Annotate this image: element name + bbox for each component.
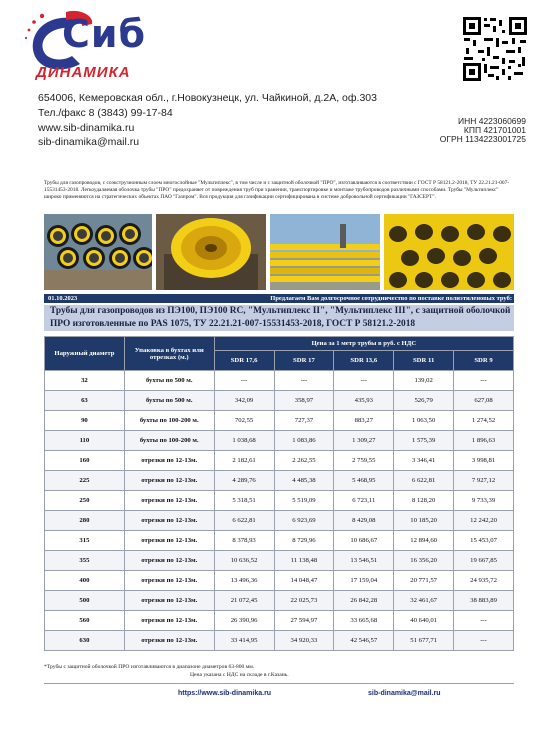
price-cell: 3 998,81 xyxy=(454,451,514,471)
price-cell: 22 025,73 xyxy=(274,591,334,611)
price-cell: 11 138,48 xyxy=(274,551,334,571)
header-price: Цена за 1 метр трубы в руб. с НДС xyxy=(214,337,513,351)
packaging-cell: отрезки по 12-13м. xyxy=(124,591,214,611)
packaging-cell: бухты по 500 м. xyxy=(124,371,214,391)
table-row xyxy=(45,491,514,511)
price-cell: 42 546,57 xyxy=(334,631,394,651)
price-cell: 12 242,20 xyxy=(454,511,514,531)
packaging-cell: отрезки по 12-13м. xyxy=(124,471,214,491)
price-cell: 139,02 xyxy=(394,371,454,391)
price-cell: 34 920,33 xyxy=(274,631,334,651)
price-date: 01.10.2023 xyxy=(48,295,78,302)
price-cell: 2 182,61 xyxy=(214,451,274,471)
price-cell: 5 318,51 xyxy=(214,491,274,511)
price-cell: --- xyxy=(334,371,394,391)
table-row xyxy=(45,631,514,651)
price-cell: 24 935,72 xyxy=(454,571,514,591)
photo-pipe-ends xyxy=(44,214,152,290)
price-cell: 358,97 xyxy=(274,391,334,411)
table-row xyxy=(45,531,514,551)
price-cell: 8 378,93 xyxy=(214,531,274,551)
diameter-cell: 280 xyxy=(45,511,125,531)
table-row xyxy=(45,431,514,451)
price-table xyxy=(44,336,514,651)
diameter-cell: 355 xyxy=(45,551,125,571)
diameter-cell: 110 xyxy=(45,431,125,451)
price-cell: 7 927,12 xyxy=(454,471,514,491)
table-row xyxy=(45,371,514,391)
diameter-cell: 560 xyxy=(45,611,125,631)
price-cell: 435,93 xyxy=(334,391,394,411)
price-cell: 702,55 xyxy=(214,411,274,431)
diameter-cell: 630 xyxy=(45,631,125,651)
qr-code xyxy=(462,16,528,82)
price-cell: --- xyxy=(274,371,334,391)
table-row xyxy=(45,411,514,431)
price-cell: --- xyxy=(454,611,514,631)
price-cell: 2 759,55 xyxy=(334,451,394,471)
price-cell: 2 262,55 xyxy=(274,451,334,471)
price-cell: 8 429,08 xyxy=(334,511,394,531)
price-cell: 526,79 xyxy=(394,391,454,411)
price-cell: 1 309,27 xyxy=(334,431,394,451)
diameter-cell: 90 xyxy=(45,411,125,431)
price-cell: 13 546,51 xyxy=(334,551,394,571)
price-cell: 883,27 xyxy=(334,411,394,431)
company-address: 654006, Кемеровская обл., г.Новокузнецк, ул. Чайкиной, д.2А, оф.303 xyxy=(38,92,377,104)
price-cell: 15 453,07 xyxy=(454,531,514,551)
packaging-cell: отрезки по 12-13м. xyxy=(124,451,214,471)
price-cell: 33 414,95 xyxy=(214,631,274,651)
company-website[interactable]: www.sib-dinamika.ru xyxy=(38,122,135,134)
table-row xyxy=(45,511,514,531)
price-cell: --- xyxy=(214,371,274,391)
ogrn: ОГРН 1134223001725 xyxy=(439,134,526,144)
price-cell: 26 842,28 xyxy=(334,591,394,611)
price-cell: 1 063,50 xyxy=(394,411,454,431)
header-sdr: SDR 17,6 xyxy=(214,351,274,371)
packaging-cell: отрезки по 12-13м. xyxy=(124,491,214,511)
footer-email-link[interactable]: sib-dinamika@mail.ru xyxy=(368,690,441,697)
price-cell: 6 723,11 xyxy=(334,491,394,511)
qr-code-icon xyxy=(462,16,528,82)
price-cell: 9 733,39 xyxy=(454,491,514,511)
price-cell: --- xyxy=(454,631,514,651)
footer-divider xyxy=(44,683,514,684)
price-cell: 14 048,47 xyxy=(274,571,334,591)
price-cell: 21 072,45 xyxy=(214,591,274,611)
packaging-cell: отрезки по 12-13м. xyxy=(124,571,214,591)
table-row xyxy=(45,611,514,631)
header-packaging: Упаковка в бухтах или отрезках (м.) xyxy=(124,337,214,371)
header-sdr: SDR 13,6 xyxy=(334,351,394,371)
price-cell: 8 729,96 xyxy=(274,531,334,551)
packaging-cell: бухты по 500 м. xyxy=(124,391,214,411)
packaging-cell: бухты по 100-200 м. xyxy=(124,431,214,451)
price-list-title: Трубы для газопроводов из ПЭ100, ПЭ100 RC, "Мультиплекс II", "Мультиплекс III", с защитной оболочкой ПРО изготовленные по PAS 1075, ТУ 22.21.21-007-15531453-2018, ГОСТ Р 58121.2-2018 xyxy=(50,306,511,329)
company-phone: Тел./факс 8 (3843) 99-17-84 xyxy=(38,107,173,119)
price-cell: 19 667,85 xyxy=(454,551,514,571)
table-row xyxy=(45,591,514,611)
inn: ИНН 4223060699 xyxy=(457,116,526,126)
offer-text: Предлагаем Вам долгосрочное сотрудничество по поставке полиэтиленовых труб: xyxy=(270,295,512,302)
price-cell: 12 894,60 xyxy=(394,531,454,551)
table-row xyxy=(45,451,514,471)
packaging-cell: отрезки по 12-13м. xyxy=(124,511,214,531)
kpp: КПП 421701001 xyxy=(463,125,526,135)
price-cell: 1 083,86 xyxy=(274,431,334,451)
pro-note: *Трубы с защитной оболочкой ПРО изготавливаются в диапазоне диаметров 63-800 мм. xyxy=(44,664,255,670)
price-cell: --- xyxy=(454,371,514,391)
price-cell: 627,08 xyxy=(454,391,514,411)
price-cell: 5 519,09 xyxy=(274,491,334,511)
price-cell: 727,37 xyxy=(274,411,334,431)
price-cell: 1 274,52 xyxy=(454,411,514,431)
intro-paragraph: Трубы для газопроводов, с соэкструзионным слоем многослойные "Мультиплекс", в том числе и с защитной оболочкой "ПРО", изготавливаются в соответствии с ГОСТ Р 58121.2-2018, ТУ 22.21.21-007-15531453-2018. Легкоудаляемая оболочка трубы "ПРО" предохраняет от повреждения труб при хранении, транспортировке и монтаже трубопроводов различными способами. Трубы "Мультиплекс" широко применяются на стратегических объектах ПАО "Газпром". Вся продукция для газификации сертифицирована в системе добровольной сертификации "ГАЗСЕРТ". xyxy=(44,180,510,200)
price-cell: 4 485,38 xyxy=(274,471,334,491)
photo-yellow-pipes-yard xyxy=(270,214,380,290)
price-cell: 16 356,20 xyxy=(394,551,454,571)
price-cell: 26 390,96 xyxy=(214,611,274,631)
header-sdr: SDR 9 xyxy=(454,351,514,371)
company-email[interactable]: sib-dinamika@mail.ru xyxy=(38,136,140,148)
diameter-cell: 225 xyxy=(45,471,125,491)
packaging-cell: отрезки по 12-13м. xyxy=(124,611,214,631)
logo-subtitle: ДИНАМИКА xyxy=(36,64,131,81)
diameter-cell: 63 xyxy=(45,391,125,411)
diameter-cell: 400 xyxy=(45,571,125,591)
price-cell: 1 575,39 xyxy=(394,431,454,451)
diameter-cell: 32 xyxy=(45,371,125,391)
footer-website-link[interactable]: https://www.sib-dinamika.ru xyxy=(178,690,272,697)
price-cell: 20 771,57 xyxy=(394,571,454,591)
price-cell: 342,09 xyxy=(214,391,274,411)
price-cell: 27 594,97 xyxy=(274,611,334,631)
price-cell: 5 468,95 xyxy=(334,471,394,491)
price-cell: 10 686,67 xyxy=(334,531,394,551)
price-cell: 32 461,67 xyxy=(394,591,454,611)
price-cell: 38 883,89 xyxy=(454,591,514,611)
diameter-cell: 500 xyxy=(45,591,125,611)
price-cell: 10 185,20 xyxy=(394,511,454,531)
photo-pipe-interior xyxy=(156,214,266,290)
price-cell: 4 289,76 xyxy=(214,471,274,491)
packaging-cell: бухты по 100-200 м. xyxy=(124,411,214,431)
table-row xyxy=(45,391,514,411)
price-cell: 6 923,69 xyxy=(274,511,334,531)
photo-pipe-stack xyxy=(384,214,514,290)
header-sdr: SDR 17 xyxy=(274,351,334,371)
price-cell: 8 128,20 xyxy=(394,491,454,511)
price-cell: 6 622,81 xyxy=(214,511,274,531)
packaging-cell: отрезки по 12-13м. xyxy=(124,531,214,551)
diameter-cell: 315 xyxy=(45,531,125,551)
logo-wordmark: Сиб xyxy=(62,12,147,56)
price-cell: 13 496,36 xyxy=(214,571,274,591)
price-cell: 33 665,68 xyxy=(334,611,394,631)
price-cell: 17 159,04 xyxy=(334,571,394,591)
packaging-cell: отрезки по 12-13м. xyxy=(124,631,214,651)
diameter-cell: 250 xyxy=(45,491,125,511)
price-cell: 1 896,63 xyxy=(454,431,514,451)
price-cell: 10 636,52 xyxy=(214,551,274,571)
price-cell: 51 677,71 xyxy=(394,631,454,651)
packaging-cell: отрезки по 12-13м. xyxy=(124,551,214,571)
price-cell: 40 640,01 xyxy=(394,611,454,631)
price-cell: 1 038,68 xyxy=(214,431,274,451)
table-row xyxy=(45,471,514,491)
header-diameter: Наружный диаметр xyxy=(45,337,125,371)
price-note: Цена указана с НДС на складе в г.Казань. xyxy=(190,672,289,678)
table-row xyxy=(45,551,514,571)
price-cell: 3 346,41 xyxy=(394,451,454,471)
price-table-body xyxy=(45,371,514,651)
header-sdr: SDR 11 xyxy=(394,351,454,371)
table-row xyxy=(45,571,514,591)
diameter-cell: 160 xyxy=(45,451,125,471)
price-cell: 6 622,81 xyxy=(394,471,454,491)
